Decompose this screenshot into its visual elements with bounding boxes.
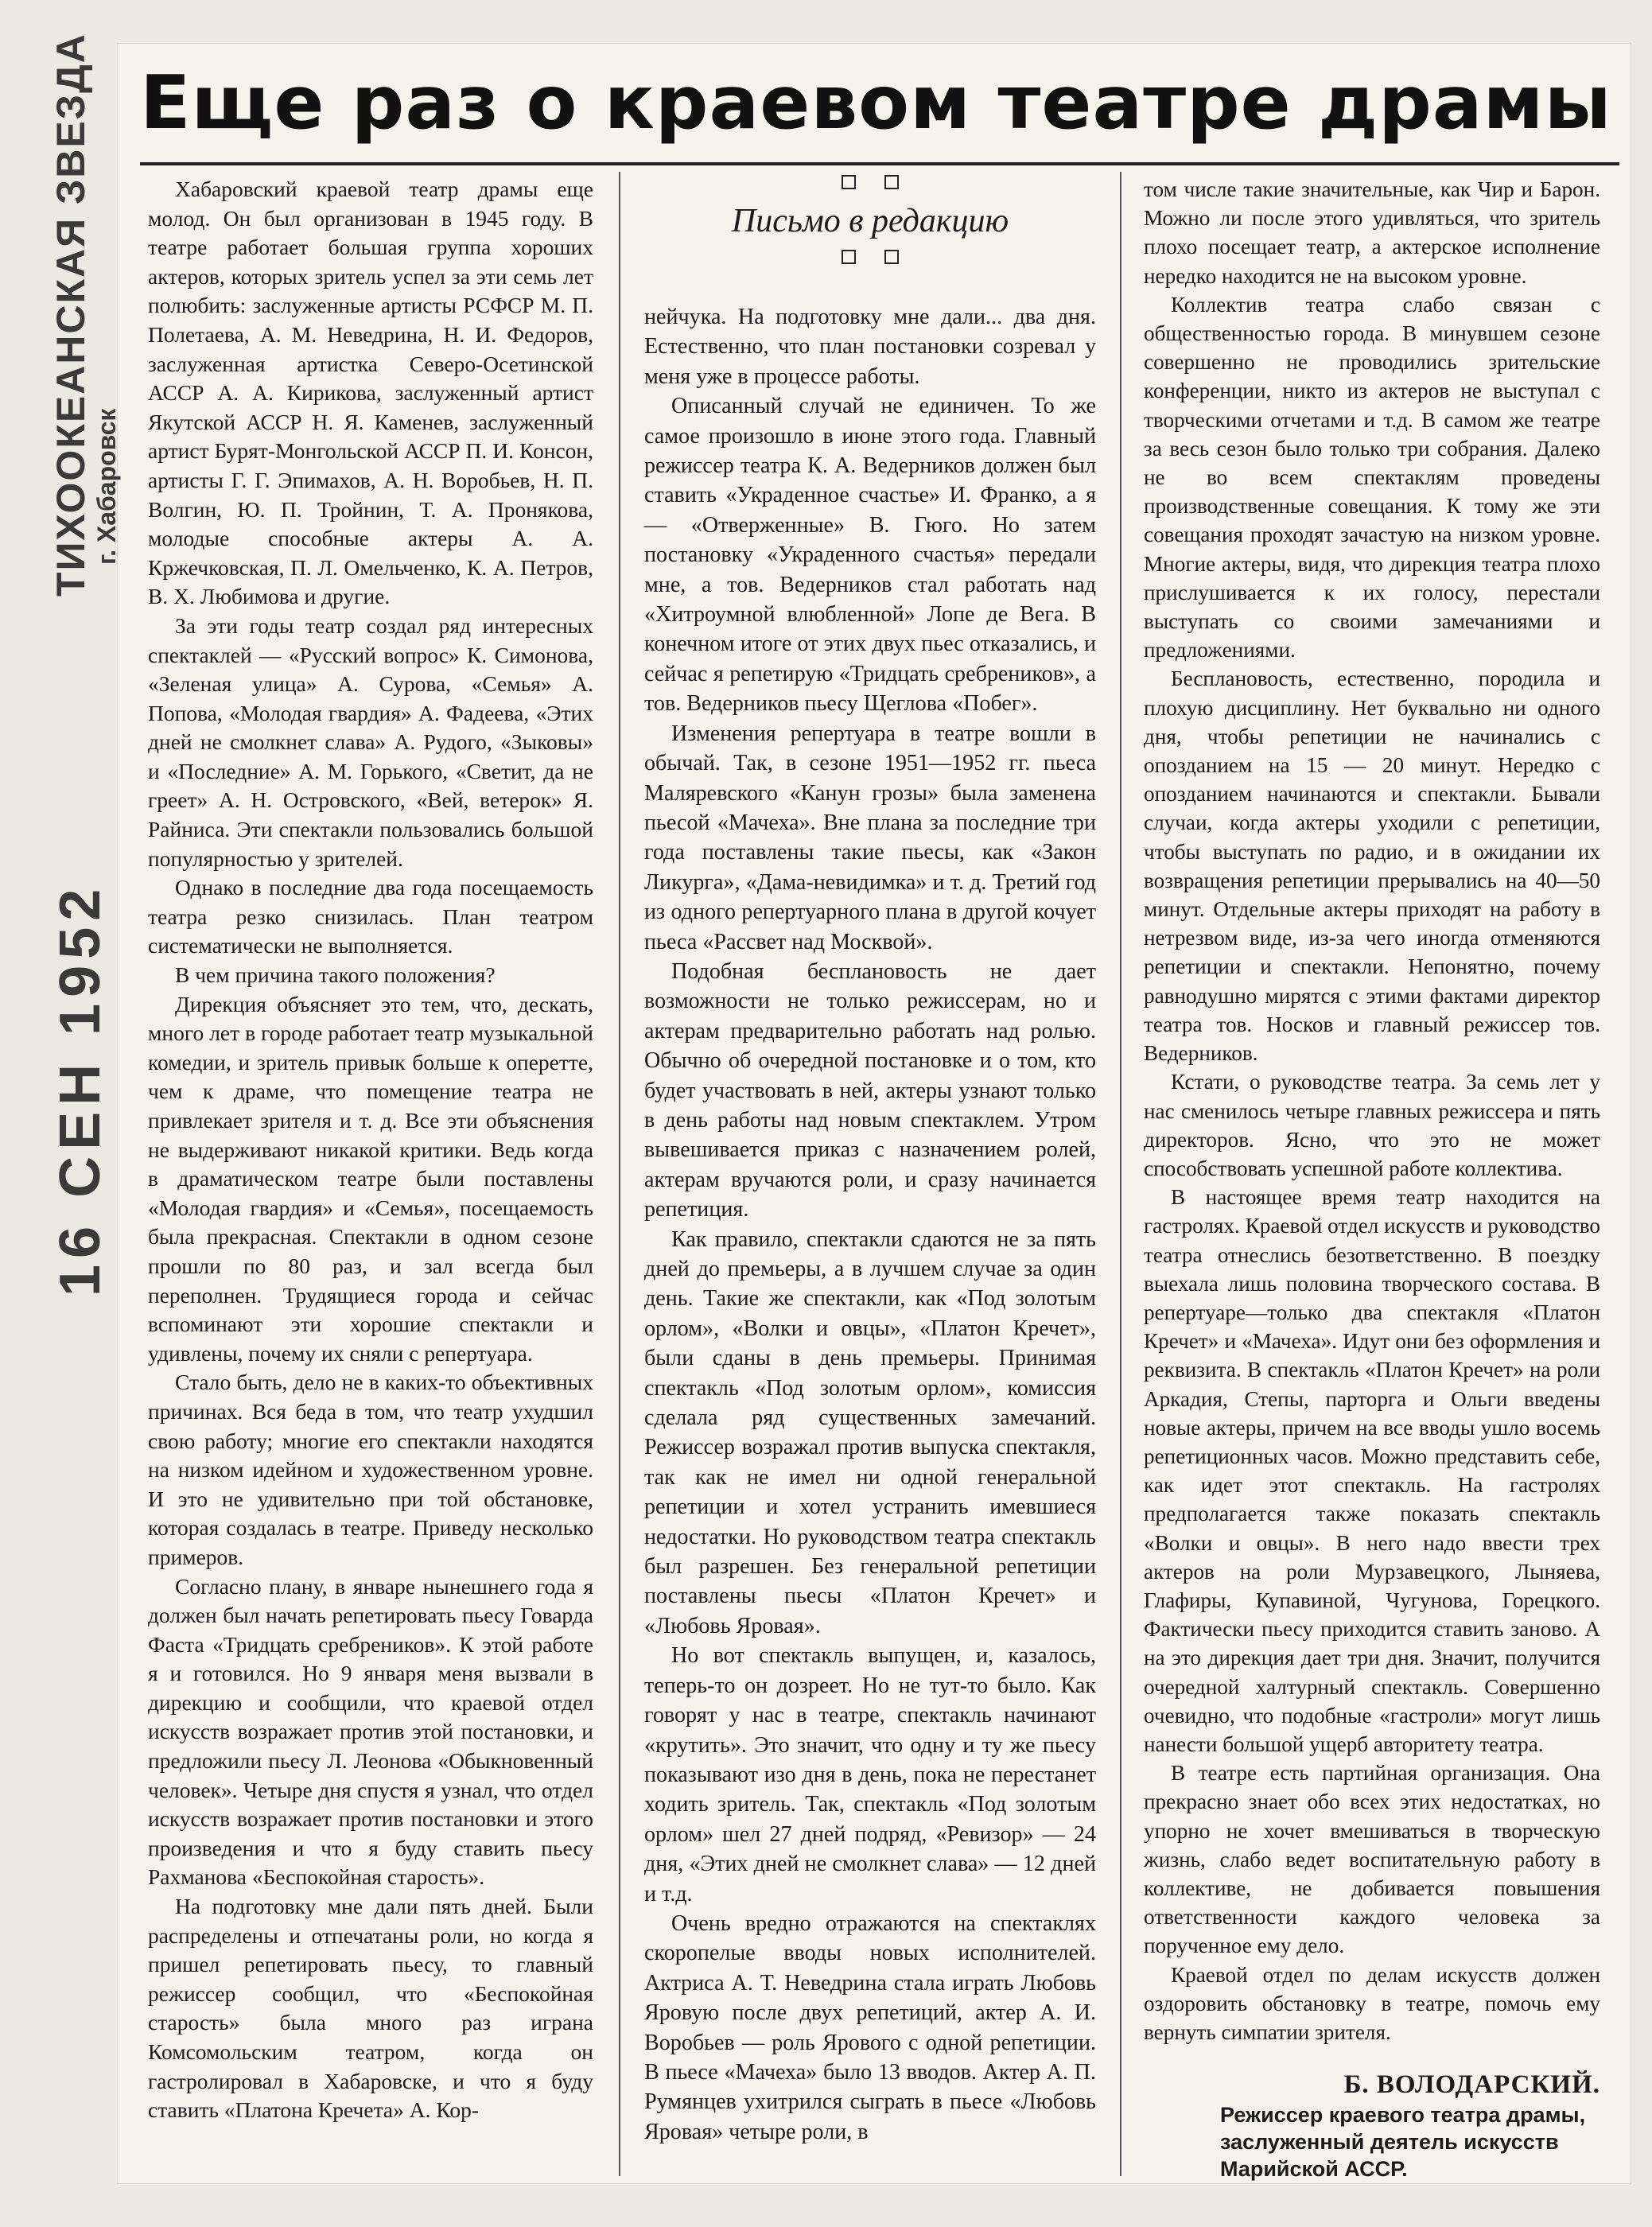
paragraph: том числе такие значительные, как Чир и Барон. Можно ли после этого удивляться, что зритель плохо посещает театр, а актерское исполнение нередко находится не на высоком уровне. — [1144, 177, 1600, 288]
paragraph: Бесплановость, естественно, породила и плохую дисциплину. Нет буквально ни одного дня, чтобы репетиции не начинались с опозданием на 15 — 20 минут. Нередко с опозданием начинаются и спектакли. Бывали случаи, когда актеры уходили с репетиции, чтобы выступать по радио, и в ожидании их возвращения репетиции прерывались на 40—50 минут. Отдельные актеры приходят на работу в нетрезвом виде, из-за чего иногда отменяются репетиции и спектакли. Непонятно, почему равнодушно мирятся с этими фактами директор театра тов. Носков и главный режиссер тов. Ведерников. — [1144, 667, 1600, 1066]
article-column-1 — [148, 175, 593, 2125]
author-signature — [1144, 2068, 1600, 2182]
column-divider — [619, 172, 620, 2176]
paragraph: Дирекция объясняет это тем, что, дескать, много лет в городе работает театр музыкальной комедии, и зритель привык больше к оперетте, чем к драме, что помещение театра не привлекает зрителя и т. д. Все эти объяснения не выдерживают никакой критики. Ведь когда в драматическом театре были поставлены «Молодая гвардия» и «Семья», посещаемость была прекрасная. Спектакли в одном сезоне прошли по 80 раз, и зал всегда был переполнен. Трудящиеся города и сейчас вспоминают эти хорошие спектакли и удивлены, почему их сняли с репертуара. — [148, 991, 593, 1366]
archive-stamp — [16, 33, 121, 2068]
paragraph: В театре есть партийная организация. Она прекрасно знает обо всех этих недостатках, но упорно не хочет вмешиваться в творческую жизнь, слабо ведет воспитательную работу в коллективе, не добивается повышения ответственности каждого человека за порученное ему дело. — [1144, 1761, 1600, 1958]
author-title-line: заслуженный деятель искусств — [1220, 2130, 1559, 2154]
ornament-squares — [644, 175, 1096, 189]
article-column-3 — [1144, 175, 1600, 2046]
paragraph: Хабаровский краевой театр драмы еще молод. Он был организован в 1945 году. В театре работает большая группа хороших актеров, которых зритель успел за эти семь лет полюбить: заслуженные артисты РСФСР М. П. Полетаева, А. М. Неведрина, Н. И. Федоров, заслуженная артистка Северо-Осетинской АССР А. А. Кирикова, заслуженный артист Якутской АССР Н. Я. Каменев, заслуженный артист Бурят-Монгольской АССР П. И. Консон, артисты Г. Г. Эпимахов, А. Н. Воробьев, Н. П. Волгин, Ю. П. Тройнин, Т. А. Пронякова, молодые способные актеры А. А. Кржечковская, П. Л. Омельченко, К. А. Петров, В. Х. Любимова и другие. — [148, 177, 593, 609]
paragraph: Изменения репертуара в театре вошли в обычай. Так, в сезоне 1951—1952 гг. пьеса Маляревского «Канун грозы» была заменена пьесой «Мачеха». Вне плана за последние три года поставлены такие пьесы, как «Закон Ликурга», «Дама-невидимка» и т. д. Третий год из одного репертуарного плана в другой кочует пьеса «Рассвет над Москвой». — [644, 721, 1096, 954]
paragraph: Как правило, спектакли сдаются не за пять дней до премьеры, а в лучшем случае за один день. Такие же спектакли, как «Под золотым орлом», «Волки и овцы», «Платон Кречет», были сданы в день премьеры. Принимая спектакль «Под золотым орлом», комиссия сделала ряд существенных замечаний. Режиссер возражал против выпуска спектакля, так как не имел ни одной генеральной репетиции и хотел устранить имевшиеся недостатки. Но руководством театра спектакль был разрешен. Без генеральной репетиции поставлены пьесы «Платон Кречет» и «Любовь Яровая». — [644, 1226, 1096, 1638]
article-column-2 — [644, 302, 1096, 2147]
paragraph: В настоящее время театр находится на гастролях. Краевой отдел искусств и руководство театра отнеслись безответственно. В поездку выехала лишь половина творческого состава. В репертуаре—только два спектакля «Платон Кречет» и «Мачеха». Идут они без оформления и реквизита. В спектакль «Платон Кречет» на роли Аркадия, Степы, парторга и Ольги введены новые актеры, причем на все вводы ушло восемь репетиционных часов. Можно представить себе, как идет этот спектакль. На гастролях предполагается также показать спектакль «Волки и овцы». В него надо ввести трех актеров на роли Мурзавецкого, Лыняева, Глафиры, Купавиной, Чугунова, Горецкого. Фактически пьесу приходится ставить заново. А на это дирекция дает три дня. Значит, получится очередной халтурный спектакль. Совершенно очевидно, что подобные «гастроли» могут лишь нанести большой ущерб авторитету театра. — [1144, 1185, 1600, 1756]
paragraph: нейчука. На подготовку мне дали... два дня. Естественно, что план постановки созревал у меня уже в процессе работы. — [644, 305, 1096, 389]
paragraph: Краевой отдел по делам искусств должен оздоровить обстановку в театре, помочь ему вернуть симпатии зрителя. — [1144, 1962, 1600, 2044]
paragraph: Коллектив театра слабо связан с общественностью города. В минувшем сезоне совершенно не проводились зрительские конференции, никто из актеров не выступал с творческими отчетами и т.д. В самом же театре за весь сезон было только три собрания. Далеко не во всем спектаклям проведены производственные совещания. К тому же эти совещания проходят зачастую на низком уровне. Многие актеры, видя, что дирекция театра плохо прислушивается к их голосу, перестали выступать со своими замечаниями и предложениями. — [1144, 292, 1600, 663]
article-headline: Еще раз о краевом театре драмы — [140, 60, 1612, 146]
author-title-line: Марийской АССР. — [1220, 2157, 1408, 2181]
column-divider — [1120, 172, 1121, 2176]
headline-rule — [140, 162, 1619, 165]
paragraph: Кстати, о руководстве театра. За семь лет у нас сменилось четыре главных режиссера и пять директоров. Ясно, что это не может способствовать успешной работе коллектива. — [1144, 1070, 1600, 1180]
paragraph: Стало быть, дело не в каких-то объективных причинах. Вся беда в том, что театр ухудшил свою работу; многие его спектакли находятся на низком идейном и художественном уровне. И это не удивительно при той обстановке, которая создалась в театре. Приведу несколько примеров. — [148, 1370, 593, 1569]
stamp-date: 16 СЕН 1952 — [49, 882, 112, 1296]
paragraph: Очень вредно отражаются на спектаклях скоропелые вводы новых исполнителей. Актриса А. Т. Неведрина стала играть Любовь Яровую после двух репетиций, актер А. И. Воробьев — роль Ярового с одной репетиции. В пьесе «Мачеха» было 13 вводов. Актер А. П. Румянцев ухитрился сыграть в пьесе «Любовь Яровая» четыре роли, в — [644, 1910, 1096, 2144]
author-name: Б. ВОЛОДАРСКИЙ. — [1343, 2070, 1600, 2099]
paragraph: В чем причина такого положения? — [175, 962, 496, 988]
stamp-city: г. Хабаровск — [92, 408, 121, 565]
paragraph: За эти годы театр создал ряд интересных спектаклей — «Русский вопрос» К. Симонова, «Зеленая улица» А. Сурова, «Семья» А. Попова, «Молодая гвардия» А. Фадеева, «Этих дней не смолкнет слава» А. Рудого, «Зыковы» и «Последние» А. М. Горького, «Светит, да не греет» А. Н. Островского, «Вей, ветерок» Я. Райниса. Эти спектакли пользовались большой популярностью у зрителей. — [148, 612, 593, 871]
paragraph: Однако в последние два года посещаемость театра резко снизилась. План театром систематически не выполняется. — [148, 875, 593, 958]
stamp-newspaper-name: ТИХООКЕАНСКАЯ ЗВЕЗДА — [49, 33, 93, 597]
paragraph: Подобная бесплановость не дает возможности не только режиссерам, но и актерам предварительно работать над ролью. Обычно об очередной постановке и о том, кто будет участвовать в ней, актеры узнают только в день работы над новым спектаклем. Утром вывешивается приказ с назначением ролей, актерам вручаются роли, и сразу начинается репетиция. — [644, 958, 1096, 1222]
paragraph: Но вот спектакль выпущен, и, казалось, теперь-то он дозреет. Но не тут-то было. Как говорят у нас в театре, спектакль начинают «крутить». Это значит, что одну и ту же пьесу показывают изо дня в день, пока не перестанет ходить зритель. Так, спектакль «Под золотым орлом» шел 27 дней подряд, «Ревизор» — 24 дня, «Этих дней не смолкнет слава» — 12 дней и т.д. — [644, 1643, 1096, 1906]
ornament-squares — [644, 250, 1096, 264]
subheadline-block — [644, 172, 1096, 291]
paragraph: На подготовку мне дали пять дней. Были распределены и отпечатаны роли, но когда я пришел репетировать пьесу, то главный режиссер сообщил, что «Беспокойная старость» была много раз играна Комсомольским театром, когда он гастролировал в Хабаровске, и что я буду ставить «Платона Кречета» А. Кор- — [148, 1894, 593, 2123]
paragraph: Описанный случай не единичен. То же самое произошло в июне этого года. Главный режиссер театра К. А. Ведерников должен был ставить «Украденное счастье» И. Франко, а я — «Отверженные» В. Гюго. Но затем постановку «Украденного счастья» передали мне, а тов. Ведерников стал работать над «Хитроумной влюбленной» Лопе де Вега. В конечном итоге от этих двух пьес отказались, и сейчас я репетирую «Тридцать сребреников», а тов. Ведерников пьесу Щеглова «Побег». — [644, 394, 1096, 717]
author-title-line: Режиссер краевого театра драмы, — [1220, 2103, 1586, 2127]
paragraph: Согласно плану, в январе нынешнего года я должен был начать репетировать пьесу Говарда Фаста «Тридцать сребреников». К этой работе я и готовился. Но 9 января меня вызвали в дирекцию и сообщили, что краевой отдел искусств возражает против этой постановки, и предложили пьесу Л. Леонова «Обыкновенный человек». Четыре дня спустя я узнал, что отдел искусств возражает против постановки и этого произведения и что я буду ставить пьесу Рахманова «Беспокойная старость». — [148, 1573, 593, 1890]
article-subheadline: Письмо в редакцию — [731, 203, 1009, 239]
